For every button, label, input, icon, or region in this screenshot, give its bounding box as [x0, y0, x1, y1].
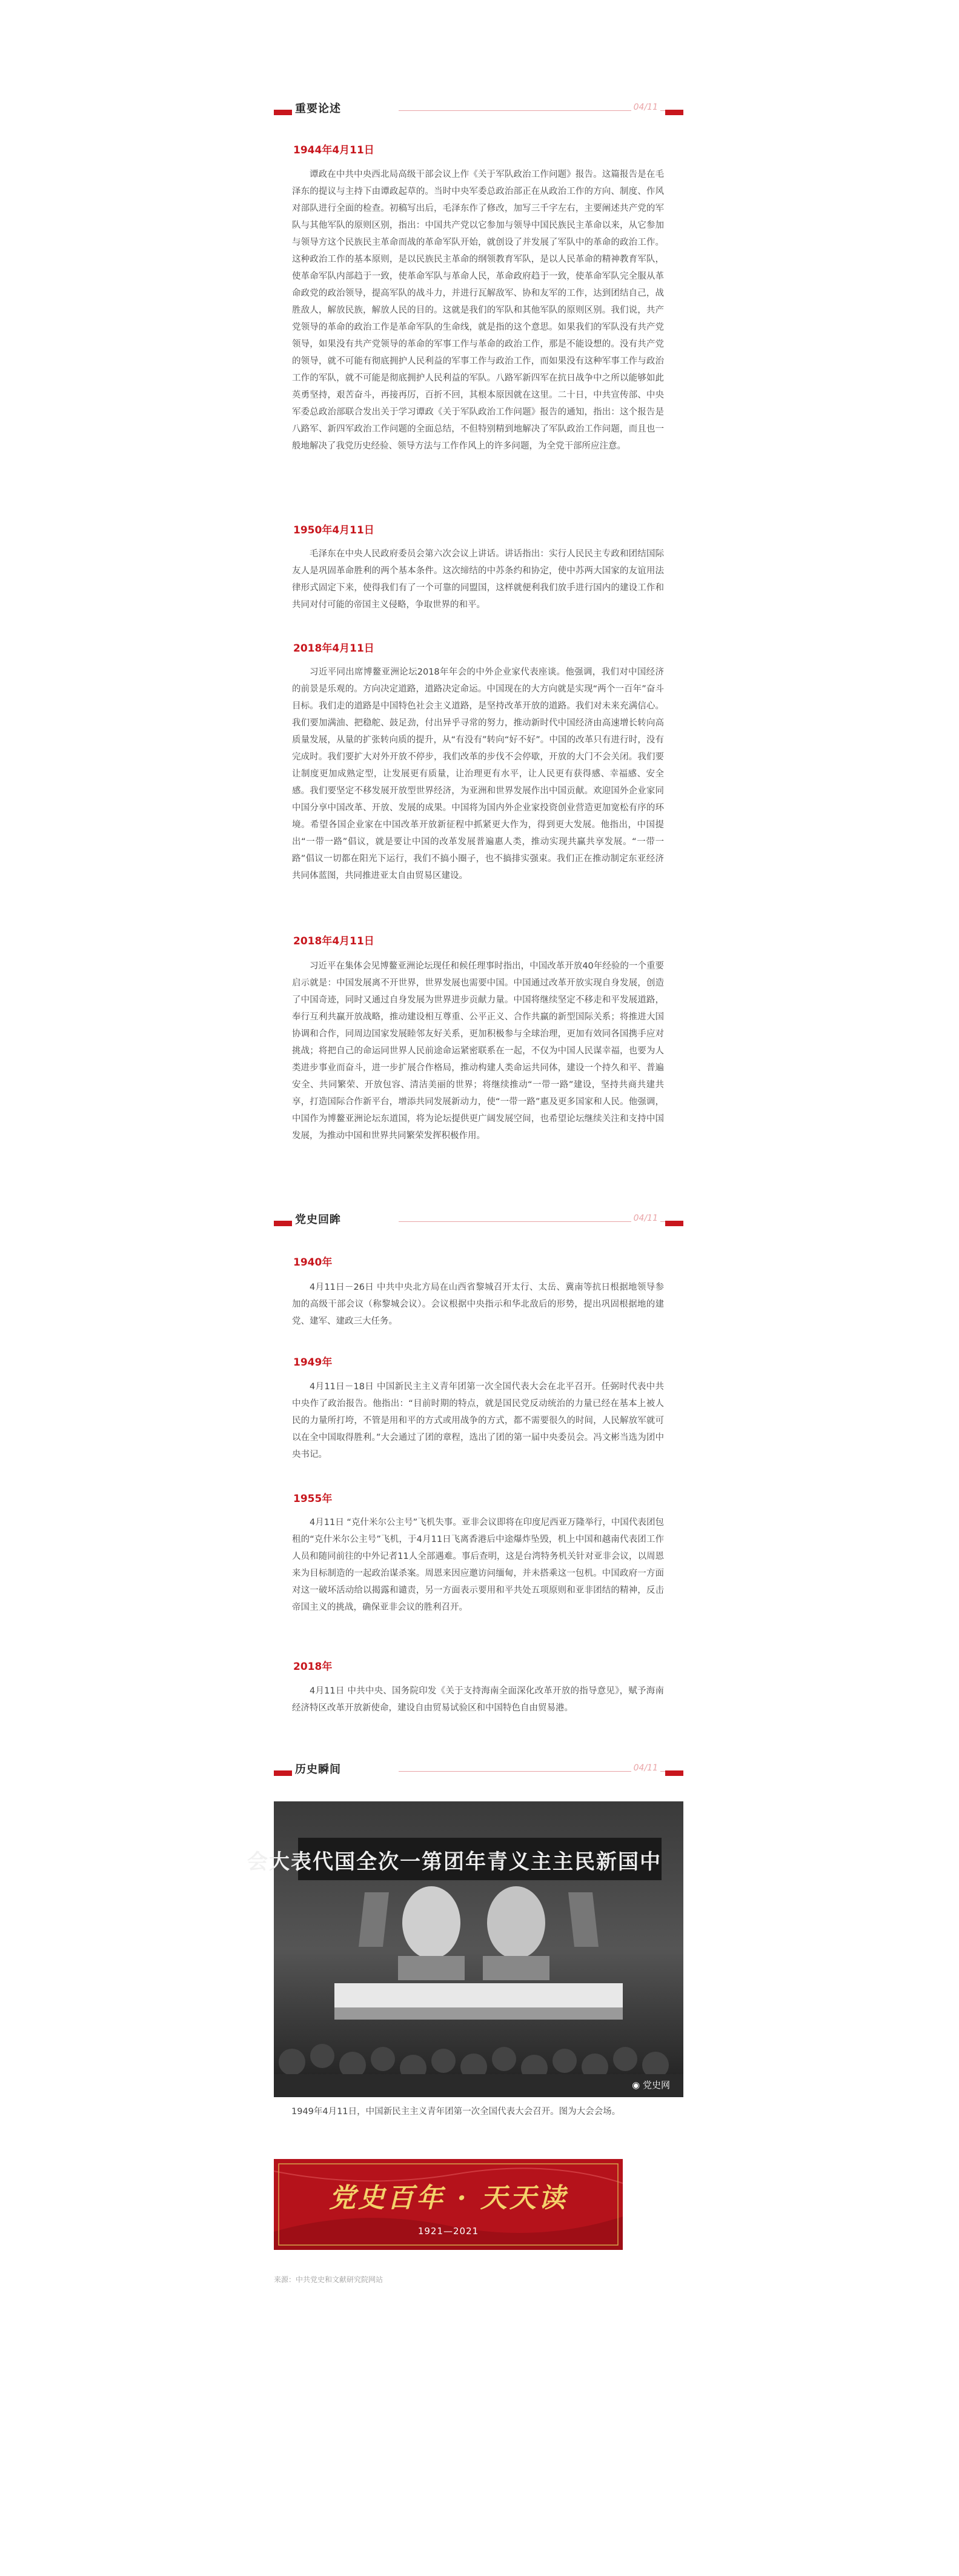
entry-text: 4月11日 “克什米尔公主号”飞机失事。亚非会议即将在印度尼西亚万隆举行，中国代表团包租的“克什米尔公主号”飞机，于4月11日飞离香港后中途爆炸坠毁，机上中国和越南代表团工作人员和随同前往的中外记者11人全部遇难。事后查明，这是台湾特务机关针对亚非会议，以周恩来为目标制造的一起政治谋杀案。周恩来因应邀访问缅甸，并未搭乘这一包机。中国政府一方面对这一破坏活动给以揭露和谴责，另一方面表示要用和平共处五项原则和亚非团结的精神，反击帝国主义的挑战，确保亚非会议的胜利召开。 — [292, 1518, 664, 1612]
entry-text: 毛泽东在中央人民政府委员会第六次会议上讲话。讲话指出：实行人民民主专政和团结国际友人是巩固革命胜利的两个基本条件。这次缔结的中苏条约和协定，使中苏两大国家的友谊用法律形式固定下来，使得我们有了一个可靠的同盟国，这样就便利我们放手进行国内的建设工作和共同对付可能的帝国主义侵略，争取世界的和平。 — [292, 549, 664, 610]
entry-text: 4月11日－18日 中国新民主主义青年团第一次全国代表大会在北平召开。任弼时代表中共中央作了政治报告。他指出：“目前时期的特点，就是国民党反动统治的力量已经在基本上被人民的力量所打垮，不管是用和平的方式或用战争的方式，都不需要很久的时间，人民解放军就可以在全中国取得胜利。”大会通过了团的章程，选出了团的第一届中央委员会。冯文彬当选为团中央书记。 — [292, 1382, 664, 1460]
section-title: 党史回眸 — [295, 1213, 341, 1226]
entry-date: 2018年 — [293, 1661, 333, 1673]
section-header-history — [274, 1211, 683, 1229]
photo-banner-text: 中国新民主主义青年团第一次全国代表大会 — [247, 1850, 662, 1874]
promo-title: 党史百年 · 天天读 — [329, 2183, 568, 2214]
entry-date: 2018年4月11日 — [293, 642, 374, 655]
promo-years: 1921—2021 — [417, 2226, 479, 2237]
entry-date: 2018年4月11日 — [293, 935, 374, 947]
entry-text: 习近平在集体会见博鳌亚洲论坛现任和候任理事时指出，中国改革开放40年经验的一个重要启示就是：中国发展离不开世界，世界发展也需要中国。中国通过改革开放实现自身发展，创造了中国奇迹，同时又通过自身发展为世界进步贡献力量。中国将继续坚定不移走和平发展道路，奉行互利共赢开放战略，推动建设相互尊重、公平正义、合作共赢的新型国际关系；将推进大国协调和合作，同周边国家发展睦邻友好关系，更加积极参与全球治理，更加有效同各国携手应对挑战；将把自己的命运同世界人民前途命运紧密联系在一起，不仅为中国人民谋幸福，也要为人类进步事业而奋斗，进一步扩展合作格局，推动构建人类命运共同体，建设一个持久和平、普遍安全、共同繁荣、开放包容、清洁美丽的世界；将继续推动“一带一路”建设，坚持共商共建共享，打造国际合作新平台，增添共同发展新动力，使“一带一路”惠及更多国家和人民。他强调，中国作为博鳌亚洲论坛东道国，将为论坛提供更广阔发展空间，也希望论坛继续关注和支持中国发展，为推动中国和世界共同繁荣发挥积极作用。 — [292, 961, 664, 1141]
entry-date: 1950年4月11日 — [293, 524, 374, 536]
entry-text: 4月11日－26日 中共中央北方局在山西省黎城召开太行、太岳、冀南等抗日根据地领导参加的高级干部会议（称黎城会议）。会议根据中央指示和华北敌后的形势，提出巩固根据地的建党、建军、建政三大任务。 — [292, 1283, 664, 1326]
section-title: 历史瞬间 — [295, 1763, 341, 1776]
section-marker — [665, 110, 683, 115]
section-marker — [665, 1221, 683, 1226]
section-date: 04/11 — [631, 1213, 660, 1223]
entry-text: 谭政在中共中央西北局高级干部会议上作《关于军队政治工作问题》报告。这篇报告是在毛泽东的提议与主持下由谭政起草的。当时中央军委总政治部正在从政治工作的方向、制度、作风对部队进行全面的检查。初稿写出后，毛泽东作了修改，加写三千字左右，主要阐述共产党的军队与其他军队的原则区别，指出：中国共产党以它参加与领导中国民族民主革命以来，从它参加与领导方这个民族民主革命而战的革命军队开始，就创设了并发展了军队中的革命的政治工作。这种政治工作的基本原则，是以民族民主革命的纲领教育军队，是以人民革命的精神教育军队，使革命军队内部趋于一致，使革命军队与革命人民，革命政府趋于一致，使革命军队完全服从革命政党的政治领导，提高军队的战斗力，并进行瓦解敌军、协和友军的工作，达到团结自己，战胜敌人，解放民族，解放人民的目的。这就是我们的军队和其他军队的原则区别。我们说，共产党领导的革命的政治工作是革命军队的生命线，就是指的这个意思。如果我们的军队没有共产党领导，如果没有共产党领导的革命的军事工作与革命的政治工作，那是不能设想的。没有共产党的领导，就不可能有彻底拥护人民利益的军事工作与政治工作，而如果没有这种军事工作与政治工作的军队，就不可能是彻底拥护人民利益的军队。八路军新四军在抗日战争中之所以能够如此英勇坚持，艰苦奋斗，再接再厉，百折不回，其根本原因就在这里。二十日，中共宣传部、中央军委总政治部联合发出关于学习谭政《关于军队政治工作问题》报告的通知，指出：这个报告是八路军、新四军政治工作问题的全面总结，不但特别精到地解决了军队政治工作问题，而且也一般地解决了我党历史经验、领导方法与工作作风上的许多问题，为全党干部所应注意。 — [292, 170, 664, 451]
entry-date: 1955年 — [293, 1493, 333, 1505]
photo-caption: 1949年4月11日，中国新民主主义青年团第一次全国代表大会召开。图为大会会场。 — [291, 2107, 621, 2117]
entry-date: 1940年 — [293, 1256, 333, 1269]
section-marker — [274, 110, 292, 115]
weibo-icon: ◉ — [632, 2080, 640, 2090]
entry-date: 1949年 — [293, 1356, 333, 1369]
section-marker — [274, 1221, 292, 1226]
historical-photo — [247, 1801, 683, 2097]
section-date: 04/11 — [631, 102, 660, 112]
entry-date: 1944年4月11日 — [293, 144, 374, 156]
entry-text: 4月11日 中共中央、国务院印发《关于支持海南全面深化改革开放的指导意见》，赋予海南经济特区改革开放新使命，建设自由贸易试验区和中国特色自由贸易港。 — [292, 1686, 664, 1713]
section-date: 04/11 — [631, 1763, 660, 1773]
section-marker — [665, 1770, 683, 1776]
entry-text: 习近平同出席博鳌亚洲论坛2018年年会的中外企业家代表座谈。他强调，我们对中国经济的前景是乐观的。方向决定道路，道路决定命运。中国现在的大方向就是实现“两个一百年”奋斗目标。我们走的道路是中国特色社会主义道路，是坚持改革开放的道路。我们对未来充满信心。我们要加满油、把稳舵、鼓足劲，付出异乎寻常的努力，推动新时代中国经济由高速增长转向高质量发展，从量的扩张转向质的提升，从“有没有”转向“好不好”。中国的改革只有进行时，没有完成时。我们要扩大对外开放不停步，我们改革的步伐不会停歇，开放的大门不会关闭。我们要让制度更加成熟定型，让发展更有质量，让治理更有水平，让人民更有获得感、幸福感、安全感。我们要坚定不移发展开放型世界经济，为亚洲和世界发展作出中国贡献。欢迎国外企业家同中国分享中国改革、开放、发展的成果。中国将为国内外企业家投资创业营造更加宽松有序的环境。希望各国企业家在中国改革开放新征程中抓紧更大作为，得到更大发展。他指出，中国提出“一带一路”倡议，就是要让中国的改革发展普遍惠人类，推动实现共赢共享发展。“一带一路”倡议一切都在阳光下运行，我们不搞小圈子，也不搞排实强束。我们正在推动制定东亚经济共同体蓝图，共同推进亚太自由贸易区建设。 — [292, 667, 664, 881]
section-header-moment — [274, 1761, 683, 1779]
section-header-important — [274, 100, 683, 118]
promo-banner[interactable] — [274, 2159, 623, 2250]
photo-watermark: ◉ 党史网 — [632, 2080, 670, 2090]
source-note: 来源：中共党史和文献研究院网站 — [274, 2275, 383, 2284]
section-title: 重要论述 — [295, 102, 341, 115]
section-marker — [274, 1770, 292, 1776]
